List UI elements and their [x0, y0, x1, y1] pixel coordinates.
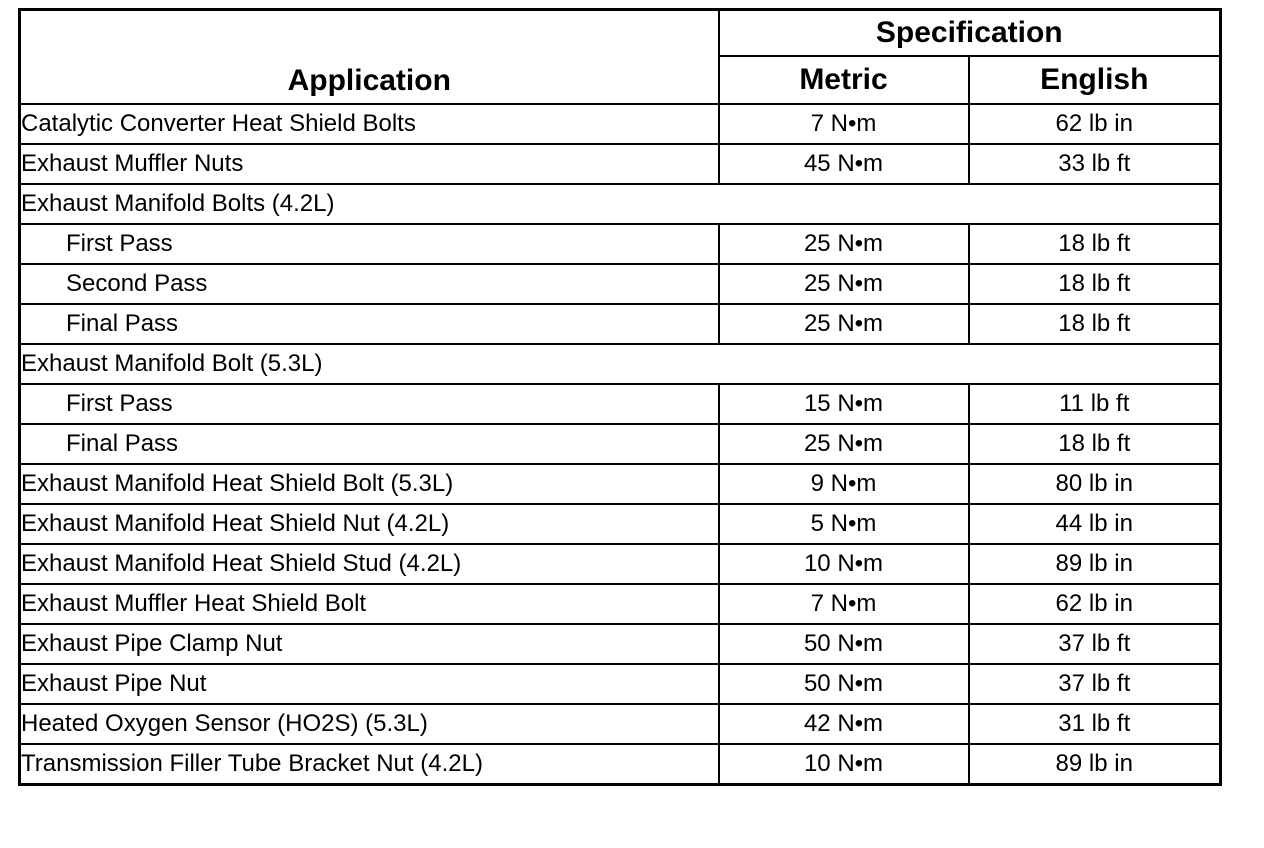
- table-row: [20, 704, 1221, 744]
- metric-cell: 42 N•m: [719, 704, 969, 744]
- english-cell: 89 lb in: [969, 544, 1221, 584]
- english-cell: 62 lb in: [969, 104, 1221, 144]
- english-cell: 33 lb ft: [969, 144, 1221, 184]
- metric-cell: 5 N•m: [719, 504, 969, 544]
- application-cell: Transmission Filler Tube Bracket Nut (4.2L): [20, 744, 719, 785]
- application-cell: Exhaust Muffler Nuts: [20, 144, 719, 184]
- metric-header: Metric: [719, 56, 969, 104]
- table-row: [20, 144, 1221, 184]
- english-cell: 37 lb ft: [969, 664, 1221, 704]
- table-row: [20, 304, 1221, 344]
- english-cell: 11 lb ft: [969, 384, 1221, 424]
- table-group-row: [20, 344, 1221, 384]
- metric-cell: 15 N•m: [719, 384, 969, 424]
- metric-cell: 25 N•m: [719, 264, 969, 304]
- torque-specification-table: [18, 8, 1222, 786]
- application-cell: Exhaust Muffler Heat Shield Bolt: [20, 584, 719, 624]
- english-header: English: [969, 56, 1221, 104]
- group-label: Exhaust Manifold Bolt (5.3L): [20, 344, 1221, 384]
- metric-cell: 25 N•m: [719, 304, 969, 344]
- english-cell: 18 lb ft: [969, 264, 1221, 304]
- specification-header: Specification: [719, 10, 1221, 57]
- application-cell: Final Pass: [20, 304, 719, 344]
- english-cell: 31 lb ft: [969, 704, 1221, 744]
- english-cell: 18 lb ft: [969, 224, 1221, 264]
- application-cell: Exhaust Pipe Nut: [20, 664, 719, 704]
- english-cell: 18 lb ft: [969, 424, 1221, 464]
- metric-cell: 7 N•m: [719, 584, 969, 624]
- application-cell: Exhaust Manifold Heat Shield Bolt (5.3L): [20, 464, 719, 504]
- application-header: Application: [20, 10, 719, 105]
- table-row: [20, 384, 1221, 424]
- table-row: [20, 224, 1221, 264]
- table-row: [20, 104, 1221, 144]
- application-cell: First Pass: [20, 224, 719, 264]
- application-cell: Exhaust Manifold Heat Shield Nut (4.2L): [20, 504, 719, 544]
- english-cell: 44 lb in: [969, 504, 1221, 544]
- metric-cell: 25 N•m: [719, 424, 969, 464]
- table-group-row: [20, 184, 1221, 224]
- english-cell: 80 lb in: [969, 464, 1221, 504]
- table-row: [20, 624, 1221, 664]
- table-row: [20, 464, 1221, 504]
- table-row: [20, 544, 1221, 584]
- application-cell: Heated Oxygen Sensor (HO2S) (5.3L): [20, 704, 719, 744]
- table-row: [20, 264, 1221, 304]
- metric-cell: 10 N•m: [719, 544, 969, 584]
- metric-cell: 50 N•m: [719, 664, 969, 704]
- table-row: [20, 584, 1221, 624]
- group-label: Exhaust Manifold Bolts (4.2L): [20, 184, 1221, 224]
- application-cell: Exhaust Pipe Clamp Nut: [20, 624, 719, 664]
- english-cell: 18 lb ft: [969, 304, 1221, 344]
- metric-cell: 45 N•m: [719, 144, 969, 184]
- metric-cell: 7 N•m: [719, 104, 969, 144]
- application-cell: Catalytic Converter Heat Shield Bolts: [20, 104, 719, 144]
- english-cell: 62 lb in: [969, 584, 1221, 624]
- table-header: [20, 10, 1221, 105]
- table-row: [20, 504, 1221, 544]
- table-row: [20, 744, 1221, 785]
- english-cell: 37 lb ft: [969, 624, 1221, 664]
- metric-cell: 25 N•m: [719, 224, 969, 264]
- metric-cell: 50 N•m: [719, 624, 969, 664]
- application-cell: Exhaust Manifold Heat Shield Stud (4.2L): [20, 544, 719, 584]
- table-row: [20, 424, 1221, 464]
- table-row: [20, 664, 1221, 704]
- english-cell: 89 lb in: [969, 744, 1221, 785]
- metric-cell: 9 N•m: [719, 464, 969, 504]
- table-body: [20, 104, 1221, 785]
- metric-cell: 10 N•m: [719, 744, 969, 785]
- application-cell: Second Pass: [20, 264, 719, 304]
- application-cell: First Pass: [20, 384, 719, 424]
- application-cell: Final Pass: [20, 424, 719, 464]
